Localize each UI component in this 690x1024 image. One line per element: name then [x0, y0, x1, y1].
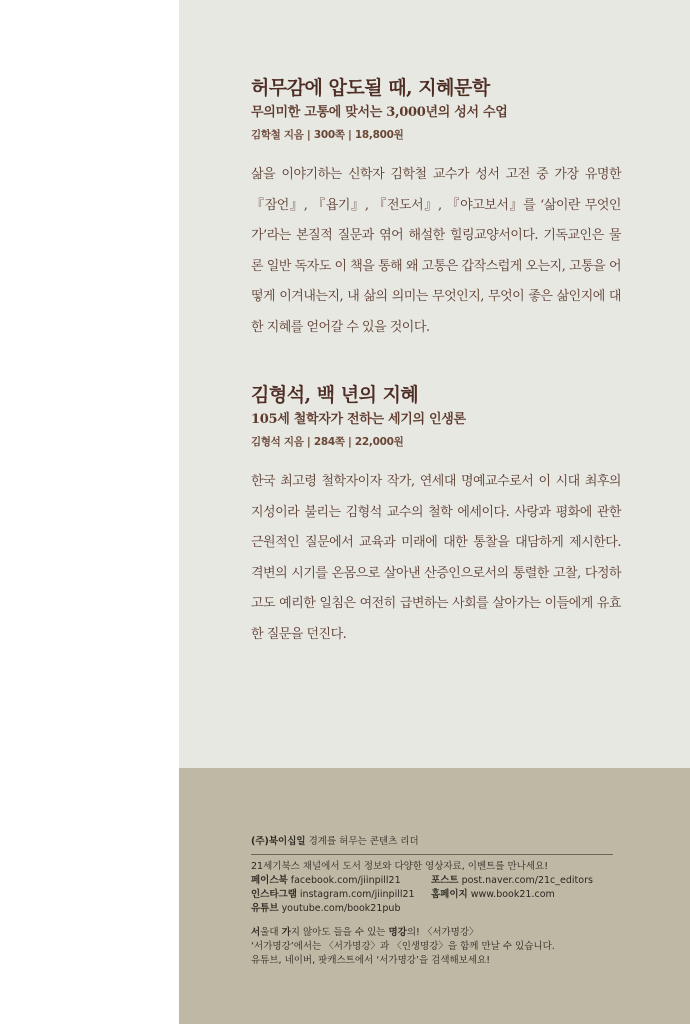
promo-line-3: 유튜브, 네이버, 팟캐스트에서 ‘서가명강’을 검색해보세요!	[251, 955, 491, 966]
contact-instagram[interactable]: 인스타그램 instagram.com/jiinpill21	[251, 889, 415, 900]
publisher-name: (주)북이십일	[251, 836, 306, 847]
book-entry-1	[251, 76, 621, 343]
book-meta: 김학철 지음 | 300쪽 | 18,800원	[251, 129, 404, 141]
book-subtitle: 무의미한 고통에 맞서는 3,000년의 성서 수업	[251, 105, 508, 120]
book-entry-2	[251, 383, 621, 650]
contact-homepage[interactable]: 홈페이지 www.book21.com	[431, 889, 555, 900]
book-subtitle: 105세 철학자가 전하는 세기의 인생론	[251, 412, 466, 427]
contact-row	[251, 888, 613, 902]
page-left-margin	[0, 0, 179, 1024]
publisher-tagline: 경계를 허무는 콘텐츠 리더	[308, 836, 419, 847]
book-title: 김형석, 백 년의 지혜	[251, 384, 419, 406]
contact-post[interactable]: 포스트 post.naver.com/21c_editors	[431, 875, 593, 886]
contact-facebook[interactable]: 페이스북 facebook.com/jiinpill21	[251, 875, 401, 886]
book-description: 삶을 이야기하는 신학자 김학철 교수가 성서 고전 중 가장 유명한 『잠언』, 『욥기』, 『전도서』, 『야고보서』를 ‘삶이란 무엇인가’라는 본질적 질문과 엮어 해설한 힐링교양서이다. 기독교인은 물론 일반 독자도 이 책을 통해 왜 고통은 갑작스럽게 오는지, 고통을 어떻게 이겨내는지, 내 삶의 의미는 무엇인지, 무엇이 좋은 삶인지에 대한 지혜를 얻어갈 수 있을 것이다.	[251, 167, 621, 335]
publisher-header	[251, 835, 613, 849]
book-title: 허무감에 압도될 때, 지혜문학	[251, 77, 490, 99]
promo-line-2: ‘서가명강’에서는 〈서가명강〉과 〈인생명강〉을 함께 만날 수 있습니다.	[251, 941, 555, 952]
contact-youtube[interactable]: 유튜브 youtube.com/book21pub	[251, 903, 401, 914]
contact-row	[251, 874, 613, 888]
contact-row	[251, 902, 613, 916]
promo-line-1: 서울대 가지 않아도 들을 수 있는 명강의! 〈서가명강〉	[251, 927, 479, 938]
publisher-info	[251, 835, 613, 968]
book-description: 한국 최고령 철학자이자 작가, 연세대 명예교수로서 이 시대 최후의 지성이라 불리는 김형석 교수의 철학 에세이다. 사랑과 평화에 관한 근원적인 질문에서 교육과 미래에 대한 통찰을 대담하게 제시한다. 격변의 시기를 온몸으로 살아낸 산증인으로서의 통렬한 고찰, 다정하고도 예리한 일침은 여전히 급변하는 사회를 살아가는 이들에게 유효한 질문을 던진다.	[251, 474, 621, 642]
book-meta: 김형석 지음 | 284쪽 | 22,000원	[251, 436, 404, 448]
divider	[251, 854, 613, 855]
channel-intro: 21세기북스 채널에서 도서 정보와 다양한 영상자료, 이벤트를 만나세요!	[251, 861, 549, 872]
